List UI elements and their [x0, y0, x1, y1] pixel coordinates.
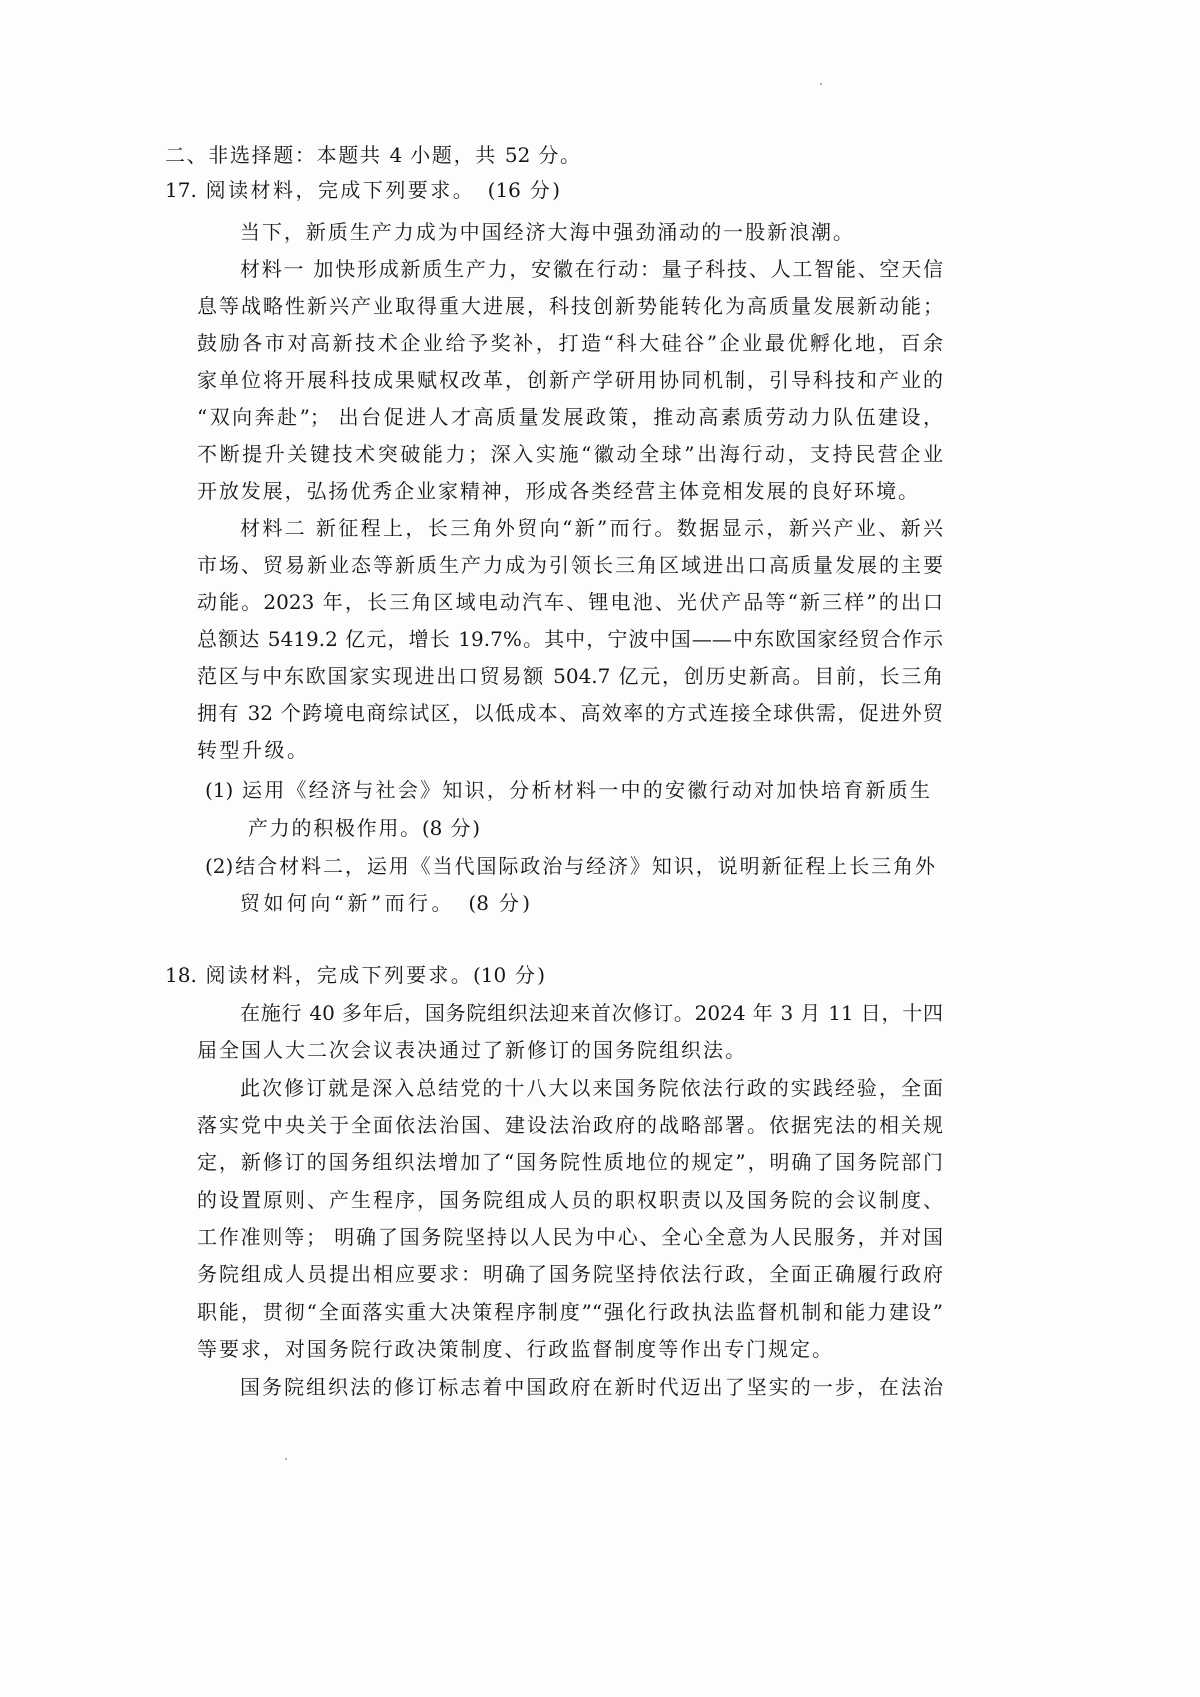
question-18-title: 18. 阅读材料，完成下列要求。(10 分) — [165, 963, 545, 987]
q18-paragraph-2-line: 务院组成人员提出相应要求：明确了国务院坚持依法行政，全面正确履行政府 — [197, 1262, 943, 1286]
material-1-line: 鼓励各市对高新技术企业给予奖补，打造“科大硅谷”企业最优孵化地，百余 — [197, 331, 943, 355]
material-1-line: “双向奔赴”； 出台促进人才高质量发展政策，推动高素质劳动力队伍建设， — [197, 405, 943, 429]
question-17-title: 17. 阅读材料，完成下列要求。 (16 分) — [165, 178, 560, 202]
material-2-line: 转型升级。 — [197, 738, 307, 762]
material-1-line: 开放发展，弘扬优秀企业家精神，形成各类经营主体竞相发展的良好环境。 — [197, 479, 918, 503]
question-17-intro: 当下，新质生产力成为中国经济大海中强劲涌动的一股新浪潮。 — [240, 220, 853, 244]
scan-speck — [820, 83, 822, 85]
material-1-line: 不断提升关键技术突破能力；深入实施“徽动全球”出海行动，支持民营企业 — [197, 442, 943, 466]
q18-paragraph-2-line: 落实党中央关于全面依法治国、建设法治政府的战略部署。依据宪法的相关规 — [197, 1113, 943, 1137]
q18-paragraph-2-line: 的设置原则、产生程序，国务院组成人员的职权职责以及国务院的会议制度、 — [197, 1188, 943, 1212]
sub-question-2-line: 贸如何向“新”而行。 (8 分) — [240, 891, 530, 915]
q18-paragraph-3-line: 国务院组织法的修订标志着中国政府在新时代迈出了坚实的一步，在法治 — [240, 1375, 943, 1399]
material-2-line: 材料二 新征程上，长三角外贸向“新”而行。数据显示，新兴产业、新兴 — [240, 516, 943, 540]
material-2-line: 动能。2023 年，长三角区域电动汽车、锂电池、光伏产品等“新三样”的出口 — [197, 590, 943, 614]
q18-paragraph-2-line: 等要求，对国务院行政决策制度、行政监督制度等作出专门规定。 — [197, 1337, 832, 1361]
material-2-line: 拥有 32 个跨境电商综试区，以低成本、高效率的方式连接全球供需，促进外贸 — [197, 701, 943, 725]
q18-paragraph-1-line: 届全国人大二次会议表决通过了新修订的国务院组织法。 — [197, 1038, 745, 1062]
sub-question-1-line: 产力的积极作用。(8 分) — [248, 816, 480, 840]
section-heading: 二、非选择题：本题共 4 小题，共 52 分。 — [165, 143, 580, 167]
q18-paragraph-2-line: 工作准则等； 明确了国务院坚持以人民为中心、全心全意为人民服务，并对国 — [197, 1225, 943, 1249]
material-1-line: 材料一 加快形成新质生产力，安徽在行动：量子科技、人工智能、空天信 — [240, 257, 943, 281]
material-2-line: 市场、贸易新业态等新质生产力成为引领长三角区域进出口高质量发展的主要 — [197, 553, 943, 577]
sub-question-2-line: (2)结合材料二，运用《当代国际政治与经济》知识，说明新征程上长三角外 — [205, 854, 935, 878]
scan-speck — [285, 1458, 287, 1460]
q18-paragraph-2-line: 定，新修订的国务组织法增加了“国务院性质地位的规定”，明确了国务院部门 — [197, 1150, 943, 1174]
material-1-line: 息等战略性新兴产业取得重大进展，科技创新势能转化为高质量发展新动能； — [197, 294, 943, 318]
q18-paragraph-2-line: 此次修订就是深入总结党的十八大以来国务院依法行政的实践经验，全面 — [240, 1076, 943, 1100]
q18-paragraph-1-line: 在施行 40 多年后，国务院组织法迎来首次修订。2024 年 3 月 11 日，十四 — [240, 1001, 943, 1025]
material-1-line: 家单位将开展科技成果赋权改革，创新产学研用协同机制，引导科技和产业的 — [197, 368, 943, 392]
sub-question-1-line: (1) 运用《经济与社会》知识，分析材料一中的安徽行动对加快培育新质生 — [205, 778, 930, 802]
material-2-line: 范区与中东欧国家实现进出口贸易额 504.7 亿元，创历史新高。目前，长三角 — [197, 664, 943, 688]
q18-paragraph-2-line: 职能，贯彻“全面落实重大决策程序制度”“强化行政执法监督机制和能力建设” — [197, 1300, 943, 1324]
material-2-line: 总额达 5419.2 亿元，增长 19.7%。其中，宁波中国——中东欧国家经贸合作示 — [197, 627, 943, 651]
